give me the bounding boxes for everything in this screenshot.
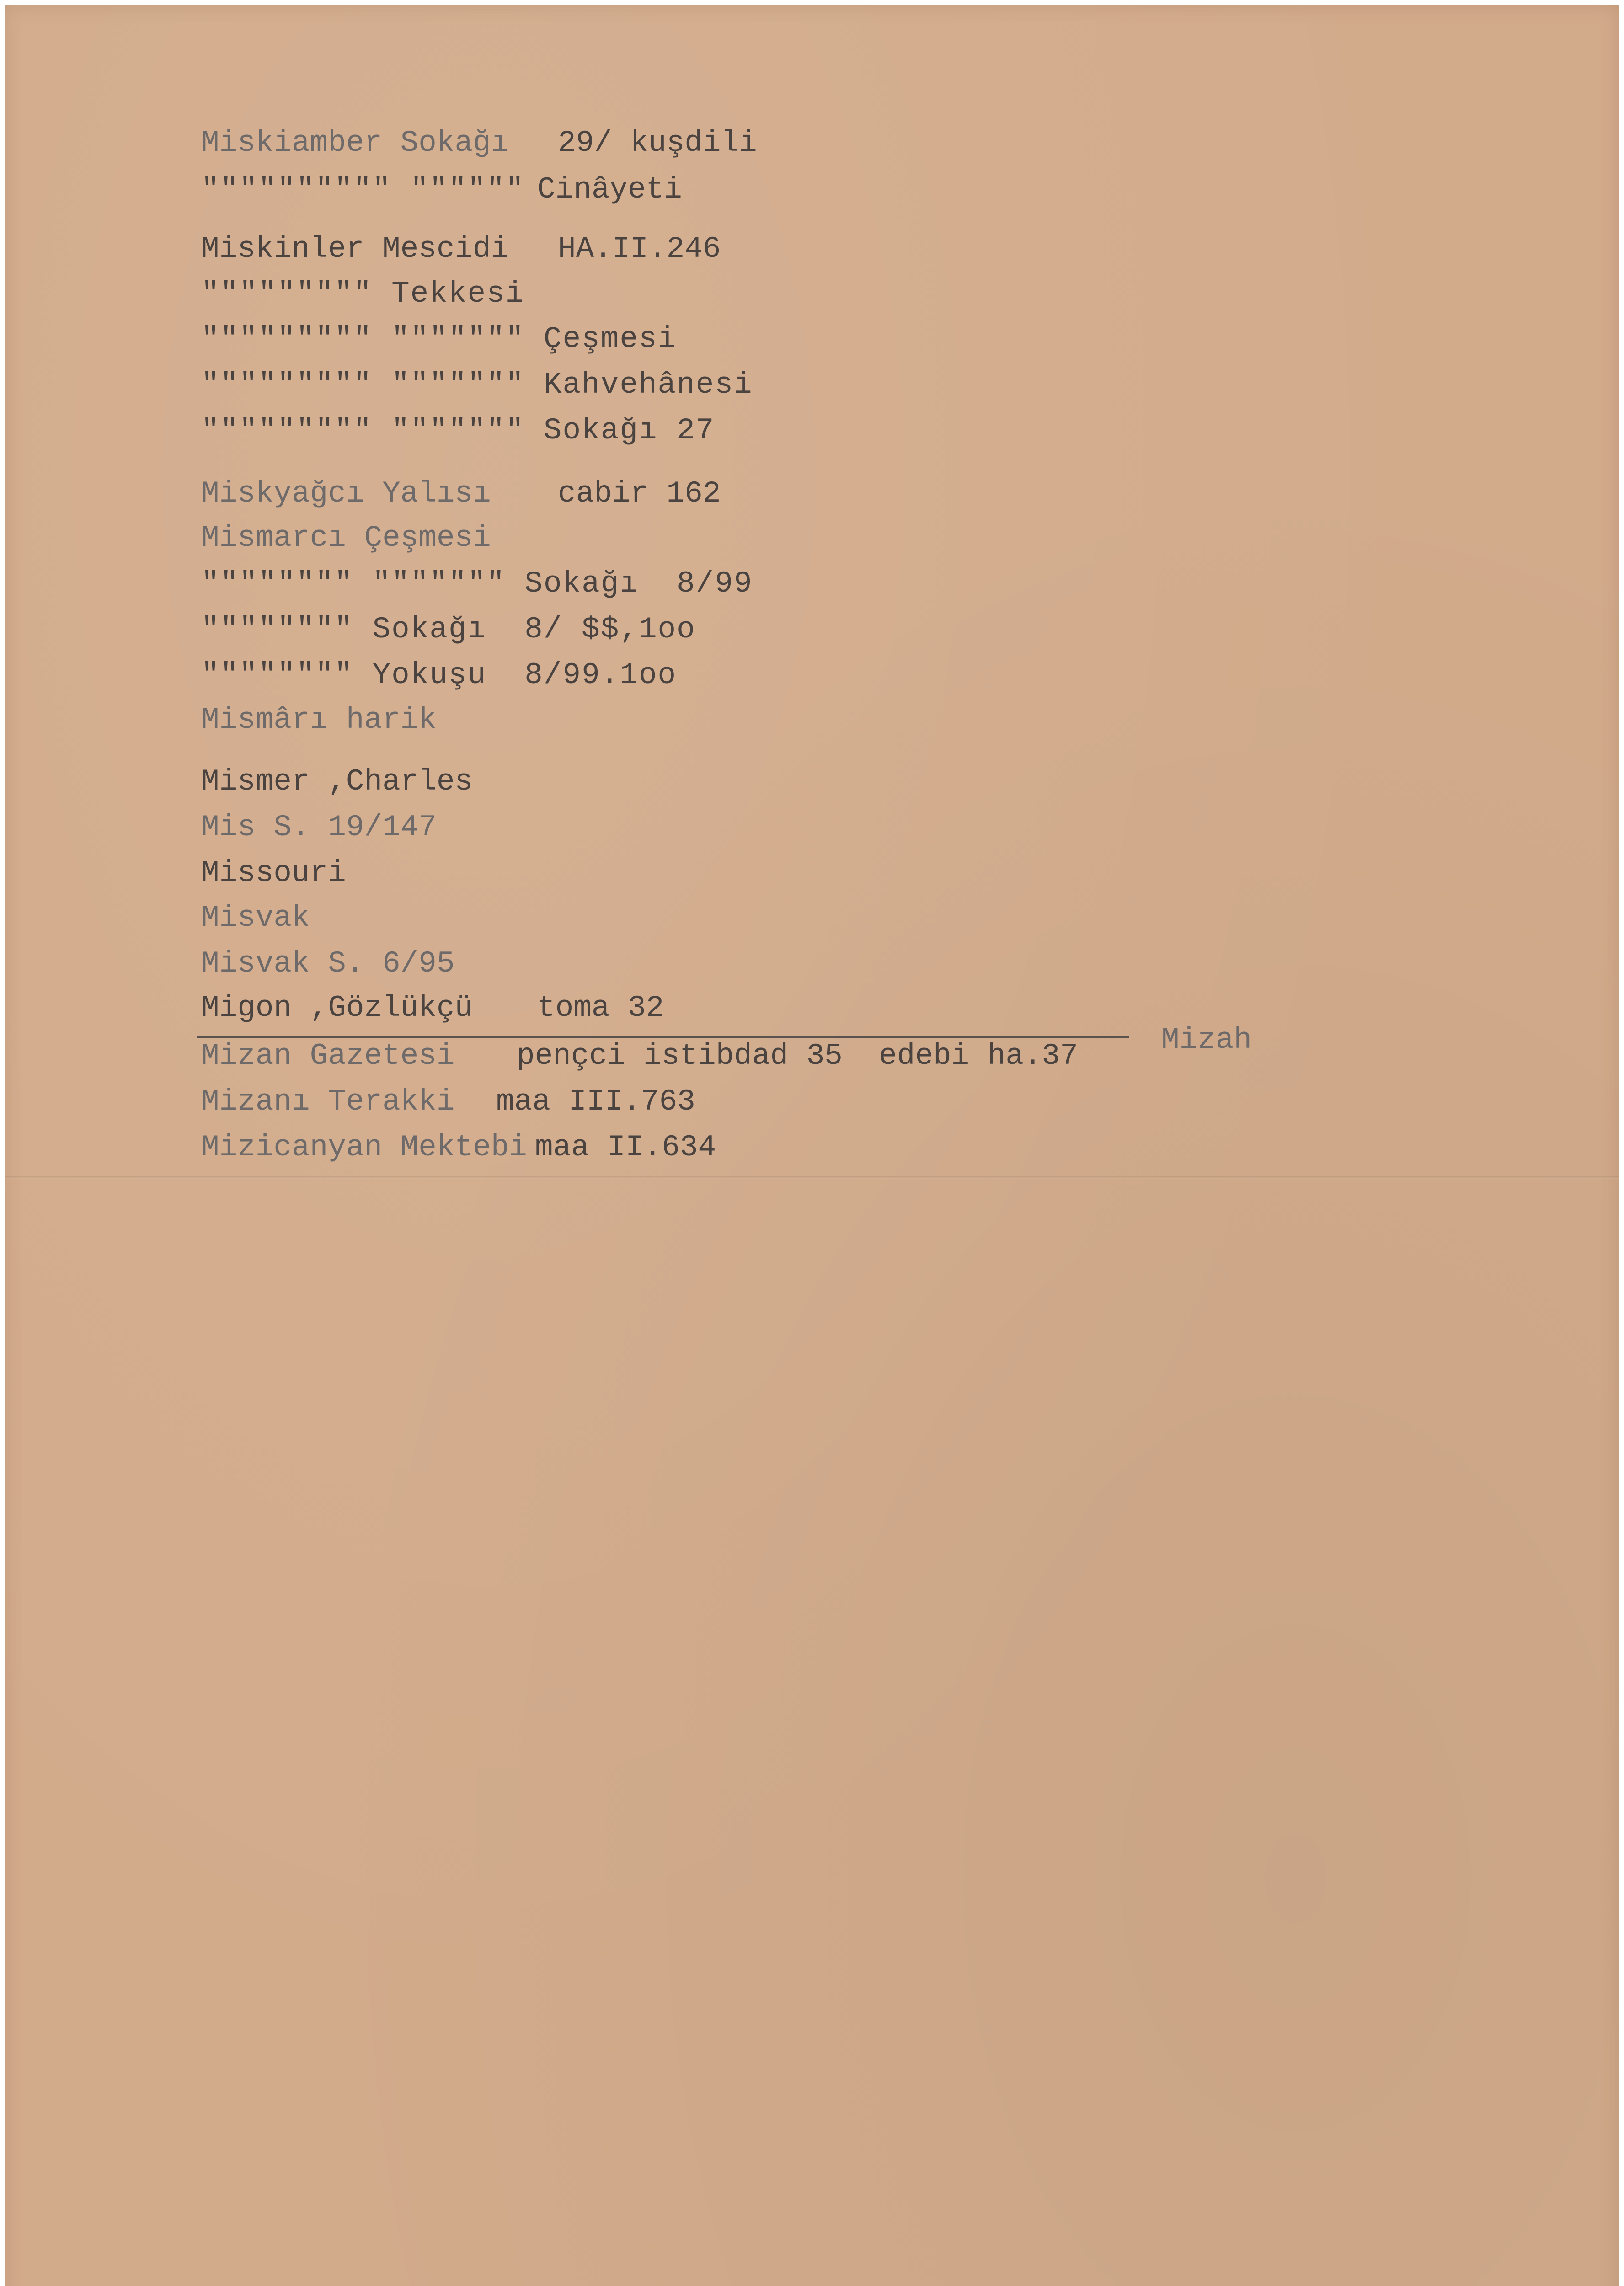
typed-entry: Cinâyeti — [537, 172, 682, 207]
typed-entry: 29/ kuşdili — [558, 126, 757, 160]
typed-entry: """""""" Sokağı 8/ $$,1oo — [201, 612, 696, 646]
typed-entry: Miskinler Mescidi — [201, 232, 509, 266]
typed-entry: Misvak S. 6/95 — [201, 946, 455, 981]
typed-entry: """""""" Yokuşu 8/99.1oo — [201, 658, 677, 692]
typed-entry: toma 32 — [537, 991, 664, 1025]
typed-entry: Miskyağcı Yalısı — [201, 476, 491, 511]
typed-entry: Migon ,Gözlükçü — [201, 991, 473, 1025]
typed-index-card — [5, 5, 1619, 2286]
typed-entry: Mizan Gazetesi — [201, 1039, 455, 1073]
typed-underline-rule — [197, 1036, 1129, 1038]
typed-entry: HA.II.246 — [558, 232, 721, 266]
typed-entry: Mis S. 19/147 — [201, 810, 437, 844]
typed-entry: """"""""" Tekkesi — [201, 277, 525, 311]
typed-entry: """"""""" """"""" Çeşmesi — [201, 322, 677, 356]
typed-entry: """"""""" """"""" Kahvehânesi — [201, 368, 753, 402]
typed-entry: Mismer ,Charles — [201, 764, 473, 799]
typed-entry: cabir 162 — [558, 476, 721, 511]
typed-entry: pençci istibdad 35 edebi ha.37 — [517, 1039, 1078, 1073]
typed-entry: Mizicanyan Mektebi — [201, 1130, 527, 1164]
typed-entry: Misvak — [201, 901, 310, 935]
typed-entry: Miskiamber Sokağı — [201, 126, 509, 160]
typed-entry: Mismarcı Çeşmesi — [201, 521, 491, 555]
typed-entry: Mizah — [1161, 1023, 1252, 1057]
typed-entry: Mismârı harik — [201, 703, 437, 737]
paper-fold-line — [5, 1176, 1619, 1179]
typed-entry: Mizanı Terakki — [201, 1084, 455, 1119]
typed-entry: maa III.763 — [496, 1084, 695, 1119]
typed-entry: Missouri — [201, 856, 346, 890]
typed-entry: """""""""" """""" — [201, 172, 525, 207]
typed-entry: maa II.634 — [535, 1130, 716, 1164]
typed-entry: """"""""" """"""" Sokağı 27 — [201, 413, 715, 448]
typed-entry: """""""" """"""" Sokağı 8/99 — [201, 566, 753, 601]
